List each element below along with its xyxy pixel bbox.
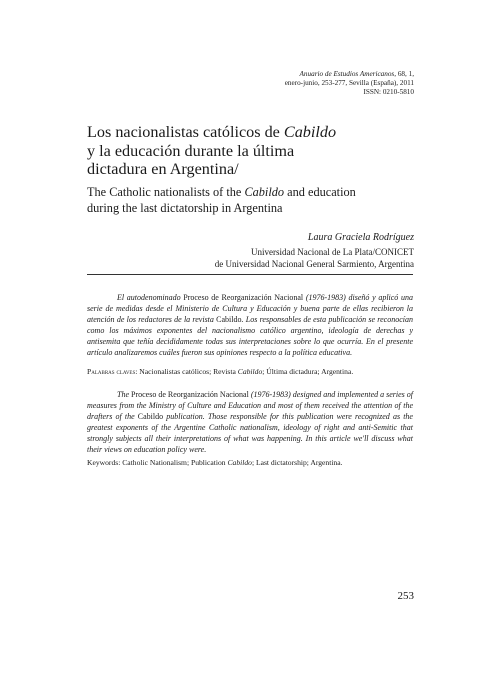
- abstract-english: [87, 389, 413, 456]
- section-divider: [87, 274, 413, 275]
- abstract-es-text-1: El autodenominado: [117, 293, 184, 302]
- author-affiliation-2: de Universidad Nacional General Sarmiento, Argentina: [214, 259, 414, 269]
- keywords-english: [87, 458, 413, 468]
- keywords-es-label: Palabras claves: [87, 367, 136, 376]
- abstract-spanish: [87, 292, 413, 359]
- abstract-en-text-3: publication. Those responsible for this publication were recognized as the greatest exponents of the Argentine Catholic nationalism, ideology of right and anti-Semitic that strongly subjects all their interpretations of what was happening. In this article we'll discuss what their views on education policy were.: [87, 412, 413, 455]
- abstract-es-text-2: (1976-1983) diseñó y aplicó una serie de medidas desde el Ministerio de Cultura y Educación y buena parte de ellas recibieron la atención de los redactores de la revista: [87, 293, 413, 325]
- journal-citation-line: [285, 70, 414, 79]
- title-en-italic: Cabildo: [244, 185, 285, 199]
- abstract-es-upright-1: Proceso de Reorganización Nacional: [183, 293, 304, 302]
- keywords-en-italic: Cabildo: [227, 458, 252, 467]
- keywords-en-part2: ; Last dictatorship; Argentina.: [251, 458, 343, 467]
- title-en-part3: during the last dictatorship in Argentina: [87, 201, 283, 215]
- abstract-en-upright-1: Proceso de Reorganización Nacional: [131, 390, 249, 399]
- abstract-es-upright-2: Cabildo: [216, 315, 242, 325]
- title-es-italic: Cabildo: [283, 123, 337, 141]
- keywords-es-part2: ; Última dictadura; Argentina.: [262, 367, 354, 376]
- keywords-en-part1: Keywords: Catholic Nationalism; Publication: [87, 458, 228, 467]
- author-affiliation-1: Universidad Nacional de La Plata/CONICET: [251, 247, 414, 257]
- author-name: Laura Graciela Rodríguez: [307, 232, 414, 243]
- title-es-part1: Los nacionalistas católicos de: [87, 123, 284, 141]
- journal-date-line: enero-junio, 253-277, Sevilla (España), 2011: [284, 79, 414, 87]
- keywords-es-italic: Cabildo: [237, 367, 263, 376]
- keywords-spanish: [87, 367, 413, 377]
- abstract-en-text-1: The: [117, 390, 131, 399]
- page-number: 253: [397, 590, 414, 602]
- title-english: [87, 184, 417, 216]
- journal-volume: , 68, 1,: [394, 70, 414, 78]
- title-en-part2: and education: [284, 185, 356, 199]
- title-en-part1: The Catholic nationalists of the: [87, 185, 245, 199]
- keywords-es-part1: : Nacionalistas católicos; Revista: [135, 367, 238, 376]
- journal-header: [285, 70, 414, 97]
- author-block: [215, 232, 414, 270]
- journal-issn: ISSN: 0210-5810: [363, 88, 414, 96]
- abstract-es-text-3: . Los responsables de esta publicación se reconocían como los máximos exponentes del nacionalismo católico argentino, ideología de derechas y antisemita que teñía decididamente todas sus interpretaciones sobre lo que ocurría. En el presente artículo analizaremos cuáles fueron sus opiniones respecto a la política educativa.: [87, 315, 413, 358]
- abstract-en-text-2: (1976-1983) designed and implemented a series of measures from the Ministry of Culture and Education and most of them received the attention of the drafters of the: [87, 390, 414, 422]
- abstract-en-upright-2: Cabildo: [137, 412, 164, 422]
- title-es-part2: y la educación durante la última: [87, 141, 295, 160]
- title-es-part3: dictadura en Argentina/: [87, 160, 239, 178]
- journal-name: Anuario de Estudios Americanos: [299, 70, 395, 78]
- title-spanish: [87, 123, 417, 179]
